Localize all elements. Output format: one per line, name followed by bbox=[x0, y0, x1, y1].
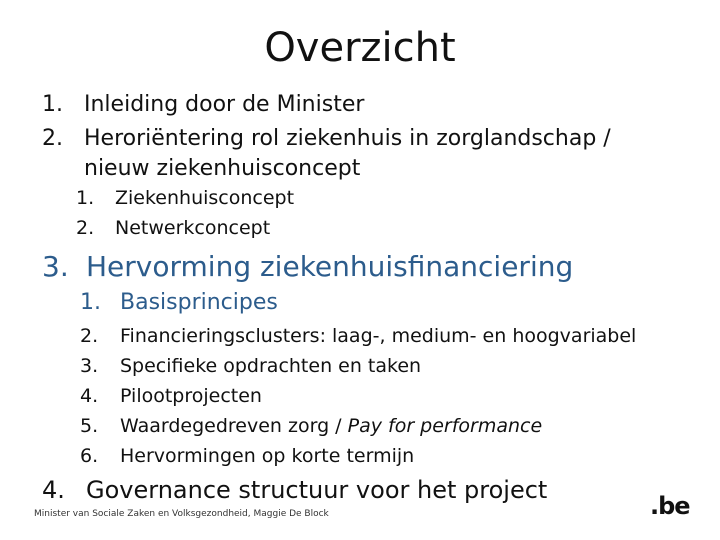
outline-text-italic: Pay for performance bbox=[347, 415, 543, 437]
outline-number: 4. bbox=[80, 385, 99, 407]
outline-number: 5. bbox=[80, 415, 99, 437]
outline-text: Pilootprojecten bbox=[120, 385, 262, 407]
outline-text bbox=[120, 411, 542, 441]
outline-text: Hervormingen op korte termijn bbox=[120, 445, 415, 467]
outline-number: 2. bbox=[76, 217, 95, 239]
outline-text: Specifieke opdrachten en taken bbox=[120, 355, 422, 377]
outline-text: Basisprincipes bbox=[120, 290, 278, 315]
outline-text-line-1: Heroriëntering rol ziekenhuis in zorglandschap / bbox=[84, 126, 611, 151]
outline-number: 1. bbox=[42, 92, 63, 117]
outline-text: Hervorming ziekenhuisfinanciering bbox=[86, 250, 574, 283]
outline-text: Ziekenhuisconcept bbox=[115, 187, 295, 209]
outline-text: Governance structuur voor het project bbox=[86, 476, 548, 504]
outline-number: 1. bbox=[80, 290, 101, 315]
outline-number: 1. bbox=[76, 187, 95, 209]
outline-text-plain: Waardegedreven zorg / bbox=[120, 415, 348, 437]
outline-text: Netwerkconcept bbox=[115, 217, 271, 239]
slide-title: Overzicht bbox=[264, 25, 456, 71]
outline-number: 2. bbox=[80, 325, 99, 347]
outline-text-line-2: nieuw ziekenhuisconcept bbox=[84, 156, 361, 181]
be-logo: .be bbox=[650, 492, 690, 520]
outline-number: 3. bbox=[42, 250, 69, 283]
outline-number: 2. bbox=[42, 126, 63, 151]
outline-number: 4. bbox=[42, 476, 65, 504]
outline-text: Financieringsclusters: laag-, medium- en hoogvariabel bbox=[120, 325, 637, 347]
outline-number: 6. bbox=[80, 445, 99, 467]
outline-text: Inleiding door de Minister bbox=[84, 92, 365, 117]
outline-number: 3. bbox=[80, 355, 99, 377]
footer-text: Minister van Sociale Zaken en Volksgezondheid, Maggie De Block bbox=[34, 509, 329, 519]
